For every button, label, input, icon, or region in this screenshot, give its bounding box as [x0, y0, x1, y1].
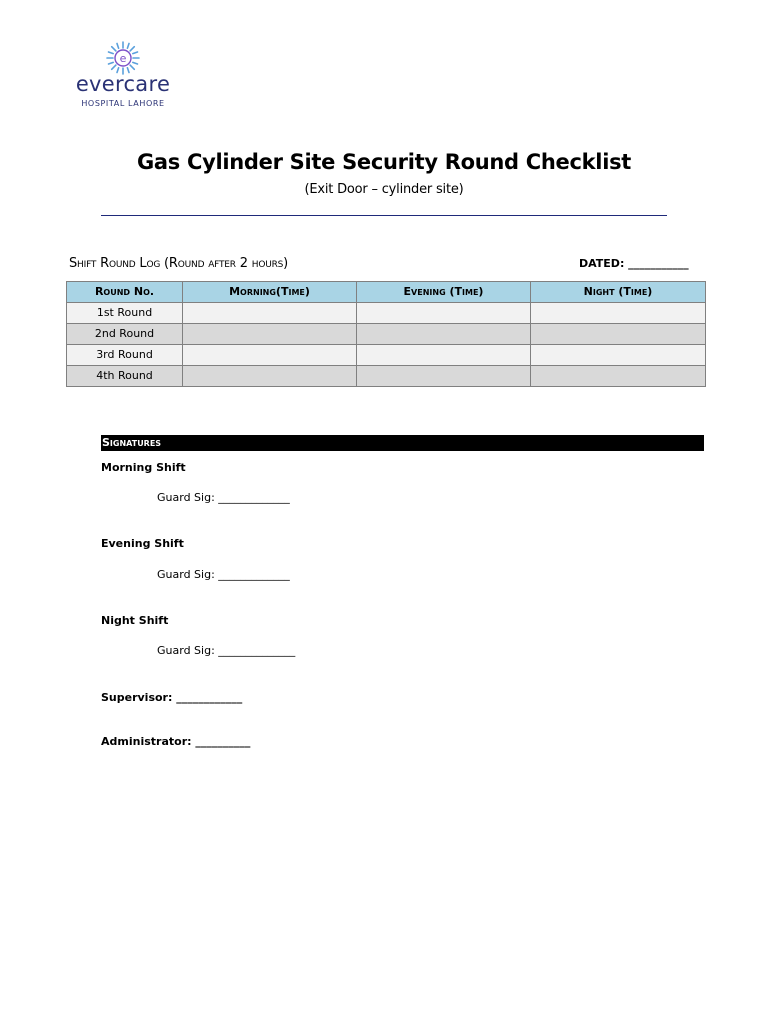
table-row [67, 366, 706, 387]
logo-subtitle: HOSPITAL LAHORE [81, 99, 165, 108]
evening-time-cell[interactable] [357, 324, 531, 345]
header-evening-time: Evening (Time) [357, 282, 531, 303]
night-time-cell[interactable] [531, 345, 706, 366]
evening-time-cell[interactable] [357, 345, 531, 366]
night-time-cell[interactable] [531, 366, 706, 387]
page-subtitle: (Exit Door – cylinder site) [304, 182, 464, 197]
signatures-heading: Signatures [101, 435, 704, 451]
evening-time-cell[interactable] [357, 366, 531, 387]
header-round-no: Round No. [67, 282, 183, 303]
night-time-cell[interactable] [531, 303, 706, 324]
night-time-cell[interactable] [531, 324, 706, 345]
morning-shift-label: Morning Shift [101, 461, 186, 474]
round-label: 4th Round [67, 366, 183, 387]
header-morning-time: Morning(Time) [183, 282, 357, 303]
evening-shift-label: Evening Shift [101, 537, 184, 550]
round-label: 3rd Round [67, 345, 183, 366]
morning-time-cell[interactable] [183, 324, 357, 345]
administrator-signature[interactable]: Administrator: __________ [101, 735, 251, 748]
shift-log-heading: Shift Round Log (Round after 2 hours) [69, 256, 289, 271]
night-shift-label: Night Shift [101, 614, 169, 627]
logo-letter: e [119, 52, 127, 65]
evercare-logo [62, 40, 184, 112]
logo-wordmark: evercare [75, 72, 171, 96]
round-log-table [66, 281, 706, 387]
table-row [67, 345, 706, 366]
morning-time-cell[interactable] [183, 303, 357, 324]
round-label: 1st Round [67, 303, 183, 324]
table-header-row [67, 282, 706, 303]
evening-guard-signature[interactable]: Guard Sig: _____________ [157, 568, 290, 581]
header-night-time: Night (Time) [531, 282, 706, 303]
morning-time-cell[interactable] [183, 345, 357, 366]
round-label: 2nd Round [67, 324, 183, 345]
table-row [67, 303, 706, 324]
evening-time-cell[interactable] [357, 303, 531, 324]
morning-guard-signature[interactable]: Guard Sig: _____________ [157, 491, 290, 504]
title-divider [101, 215, 667, 216]
table-row [67, 324, 706, 345]
sunburst-icon [62, 40, 184, 76]
night-guard-signature[interactable]: Guard Sig: ______________ [157, 644, 296, 657]
morning-time-cell[interactable] [183, 366, 357, 387]
dated-field: DATED: ___________ [579, 257, 689, 270]
supervisor-signature[interactable]: Supervisor: ____________ [101, 691, 243, 704]
page-title: Gas Cylinder Site Security Round Checklist [136, 150, 632, 174]
